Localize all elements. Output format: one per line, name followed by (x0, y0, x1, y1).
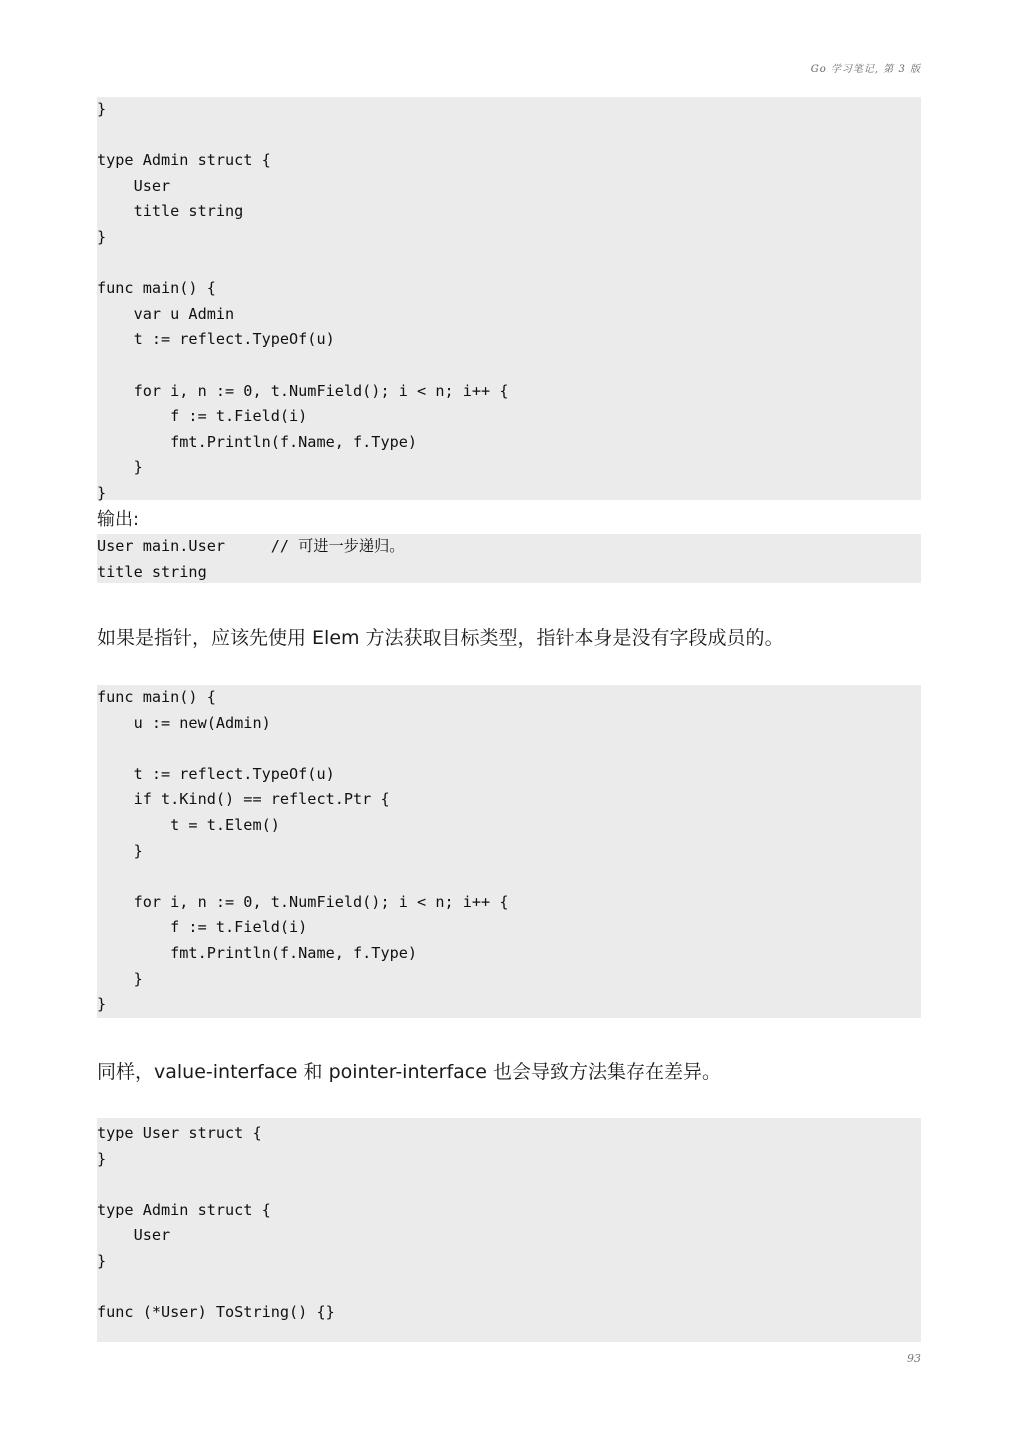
code-line: t := reflect.TypeOf(u) (97, 764, 335, 783)
code-line: t := reflect.TypeOf(u) (97, 330, 335, 349)
code-line: User (97, 176, 171, 195)
code-line: User (97, 1226, 171, 1245)
code-line (97, 251, 921, 277)
code-line: title string (97, 562, 207, 581)
code-line: func main() { (97, 688, 216, 706)
code-line: } (97, 1149, 107, 1168)
code-line: User main.User // 可进一步递归。 (97, 537, 405, 555)
code-line: f := t.Field(i) (97, 407, 308, 426)
code-block-output (97, 534, 921, 583)
code-line: t = t.Elem() (97, 815, 280, 834)
code-line: } (97, 458, 143, 477)
code-line: for i, n := 0, t.NumField(); i < n; i++ { (97, 381, 509, 400)
code-line (97, 1275, 921, 1301)
output-label: 输出: (97, 509, 140, 530)
code-line: func (*User) ToString() {} (97, 1303, 335, 1322)
code-line: f := t.Field(i) (97, 918, 308, 937)
code-line: for i, n := 0, t.NumField(); i < n; i++ { (97, 892, 509, 911)
code-line: } (97, 1251, 107, 1270)
body-paragraph: 如果是指针，应该先使用 Elem 方法获取目标类型，指针本身是没有字段成员的。 (97, 627, 784, 649)
code-line (97, 123, 921, 149)
code-line: type Admin struct { (97, 151, 271, 170)
code-line: } (97, 483, 107, 502)
code-line (97, 864, 921, 890)
code-line: } (97, 969, 143, 988)
code-line: fmt.Println(f.Name, f.Type) (97, 943, 418, 962)
code-line (97, 736, 921, 762)
code-line: func main() { (97, 279, 216, 298)
code-block-pointer-elem (97, 685, 921, 1018)
code-line (97, 353, 921, 379)
code-line: } (97, 227, 107, 246)
code-line: } (97, 841, 143, 860)
code-line: } (97, 995, 107, 1014)
code-line: type User struct { (97, 1124, 262, 1142)
body-paragraph: 同样，value-interface 和 pointer-interface 也会导致方法集存在差异。 (97, 1061, 721, 1083)
code-line: var u Admin (97, 304, 235, 323)
running-header: Go 学习笔记, 第 3 版 (810, 64, 921, 75)
code-line: fmt.Println(f.Name, f.Type) (97, 432, 418, 451)
code-line: type Admin struct { (97, 1200, 271, 1219)
code-line: } (97, 100, 107, 118)
code-line: title string (97, 202, 244, 221)
code-line: if t.Kind() == reflect.Ptr { (97, 790, 390, 809)
page-number: 93 (907, 1352, 921, 1365)
code-line: u := new(Admin) (97, 713, 271, 732)
code-block-struct-fields (97, 97, 921, 500)
code-line (97, 1172, 921, 1198)
code-block-method-set (97, 1118, 921, 1342)
